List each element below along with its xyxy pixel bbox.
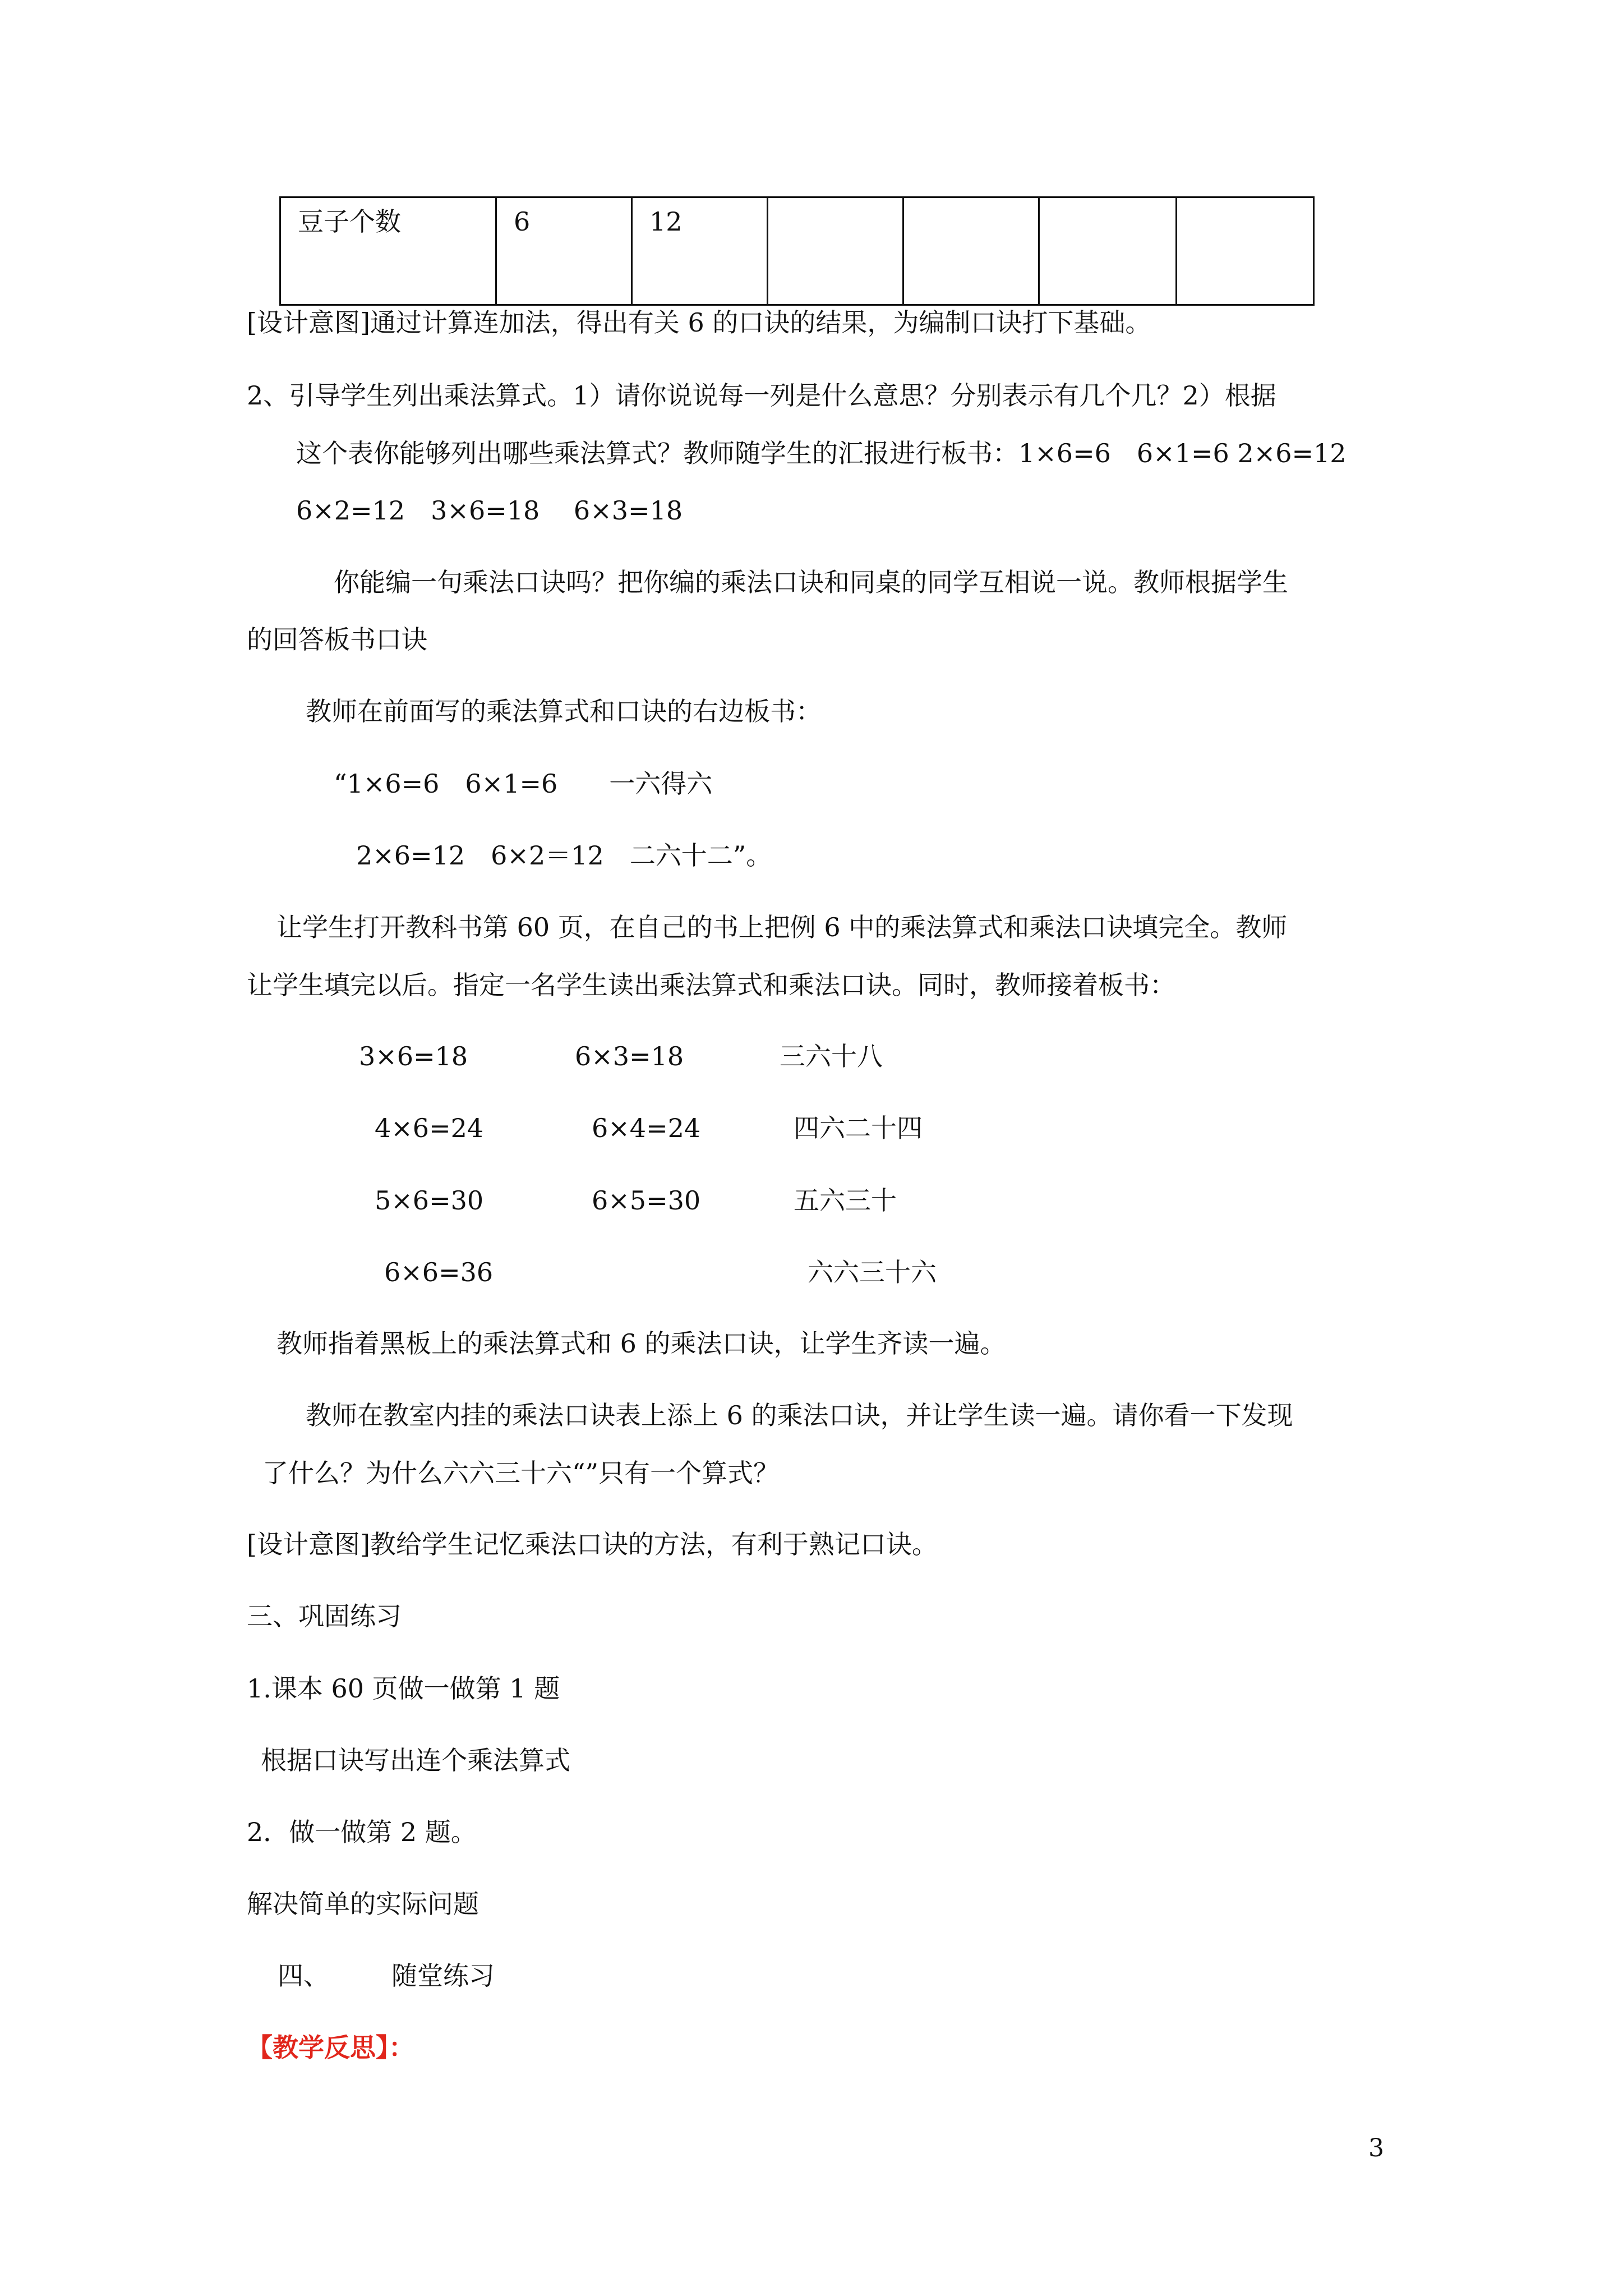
- table-row: [280, 197, 1314, 305]
- step2-line-3: 6×2=12 3×6=18 6×3=18: [296, 495, 683, 526]
- hang-table-line-2: 了什么？为什么六六三十六“”只有一个算式？: [262, 1458, 780, 1488]
- table-cell: 6: [496, 197, 632, 305]
- board-rhyme-6: 六六三十六: [808, 1257, 937, 1287]
- section-4-number: 四、: [278, 1961, 329, 1991]
- board-line-1: “1×6=6 6×1=6 一六得六: [334, 769, 713, 799]
- exercise-1: 1.课本 60 页做一做第 1 题: [247, 1673, 560, 1704]
- design-intent-1: [设计意图]通过计算连加法，得出有关 6 的口诀的结果，为编制口诀打下基础。: [247, 307, 1151, 338]
- question-line-1: 你能编一句乘法口诀吗？把你编的乘法口诀和同桌的同学互相说一说。教师根据学生: [334, 567, 1288, 597]
- table-cell: [1039, 197, 1177, 305]
- board-eq-4b: 6×4=24: [592, 1113, 701, 1143]
- exercise-2-desc: 解决简单的实际问题: [247, 1889, 479, 1919]
- table-cell-label: 豆子个数: [280, 197, 496, 305]
- read-aloud-line: 教师指着黑板上的乘法算式和 6 的乘法口诀，让学生齐读一遍。: [276, 1328, 1006, 1359]
- board-eq-5a: 5×6=30: [375, 1185, 484, 1216]
- section-4-title: 随堂练习: [391, 1961, 495, 1991]
- step2-line-1: 2、引导学生列出乘法算式。1）请你说说每一列是什么意思？分别表示有几个几？2）根据: [247, 380, 1276, 411]
- table-cell: [1177, 197, 1314, 305]
- exercise-1-desc: 根据口诀写出连个乘法算式: [261, 1745, 570, 1775]
- table-cell: 12: [632, 197, 768, 305]
- question-line-2: 的回答板书口诀: [247, 624, 427, 655]
- textbook-line-1: 让学生打开教科书第 60 页，在自己的书上把例 6 中的乘法算式和乘法口诀填完全。教师: [276, 912, 1288, 942]
- board-line-2: 2×6=12 6×2＝12 二六十二”。: [356, 840, 772, 871]
- hang-table-line-1: 教师在教室内挂的乘法口诀表上添上 6 的乘法口诀，并让学生读一遍。请你看一下发现: [306, 1400, 1293, 1430]
- page-number: 3: [1368, 2134, 1384, 2162]
- bean-count-table: [279, 196, 1315, 306]
- board-eq-3a: 3×6=18: [359, 1041, 468, 1071]
- board-eq-4a: 4×6=24: [375, 1113, 484, 1143]
- table-cell: [768, 197, 903, 305]
- design-intent-2: [设计意图]教给学生记忆乘法口诀的方法，有利于熟记口诀。: [247, 1529, 938, 1559]
- teaching-reflection-heading: 【教学反思】：: [247, 2032, 414, 2063]
- board-eq-5b: 6×5=30: [592, 1185, 701, 1216]
- board-rhyme-3: 三六十八: [780, 1041, 883, 1071]
- section-3-heading: 三、巩固练习: [247, 1601, 402, 1631]
- table-cell: [903, 197, 1039, 305]
- textbook-line-2: 让学生填完以后。指定一名学生读出乘法算式和乘法口诀。同时，教师接着板书：: [247, 970, 1175, 1000]
- board-rhyme-4: 四六二十四: [794, 1113, 923, 1143]
- exercise-2: 2．做一做第 2 题。: [247, 1817, 477, 1847]
- step2-line-2: 这个表你能够列出哪些乘法算式？教师随学生的汇报进行板书：1×6=6 6×1=6 2×6=12: [296, 438, 1347, 468]
- board-eq-6a: 6×6=36: [384, 1257, 494, 1287]
- board-eq-3b: 6×3=18: [575, 1041, 684, 1071]
- teacher-writes-line: 教师在前面写的乘法算式和口诀的右边板书：: [306, 696, 822, 726]
- board-rhyme-5: 五六三十: [794, 1185, 897, 1216]
